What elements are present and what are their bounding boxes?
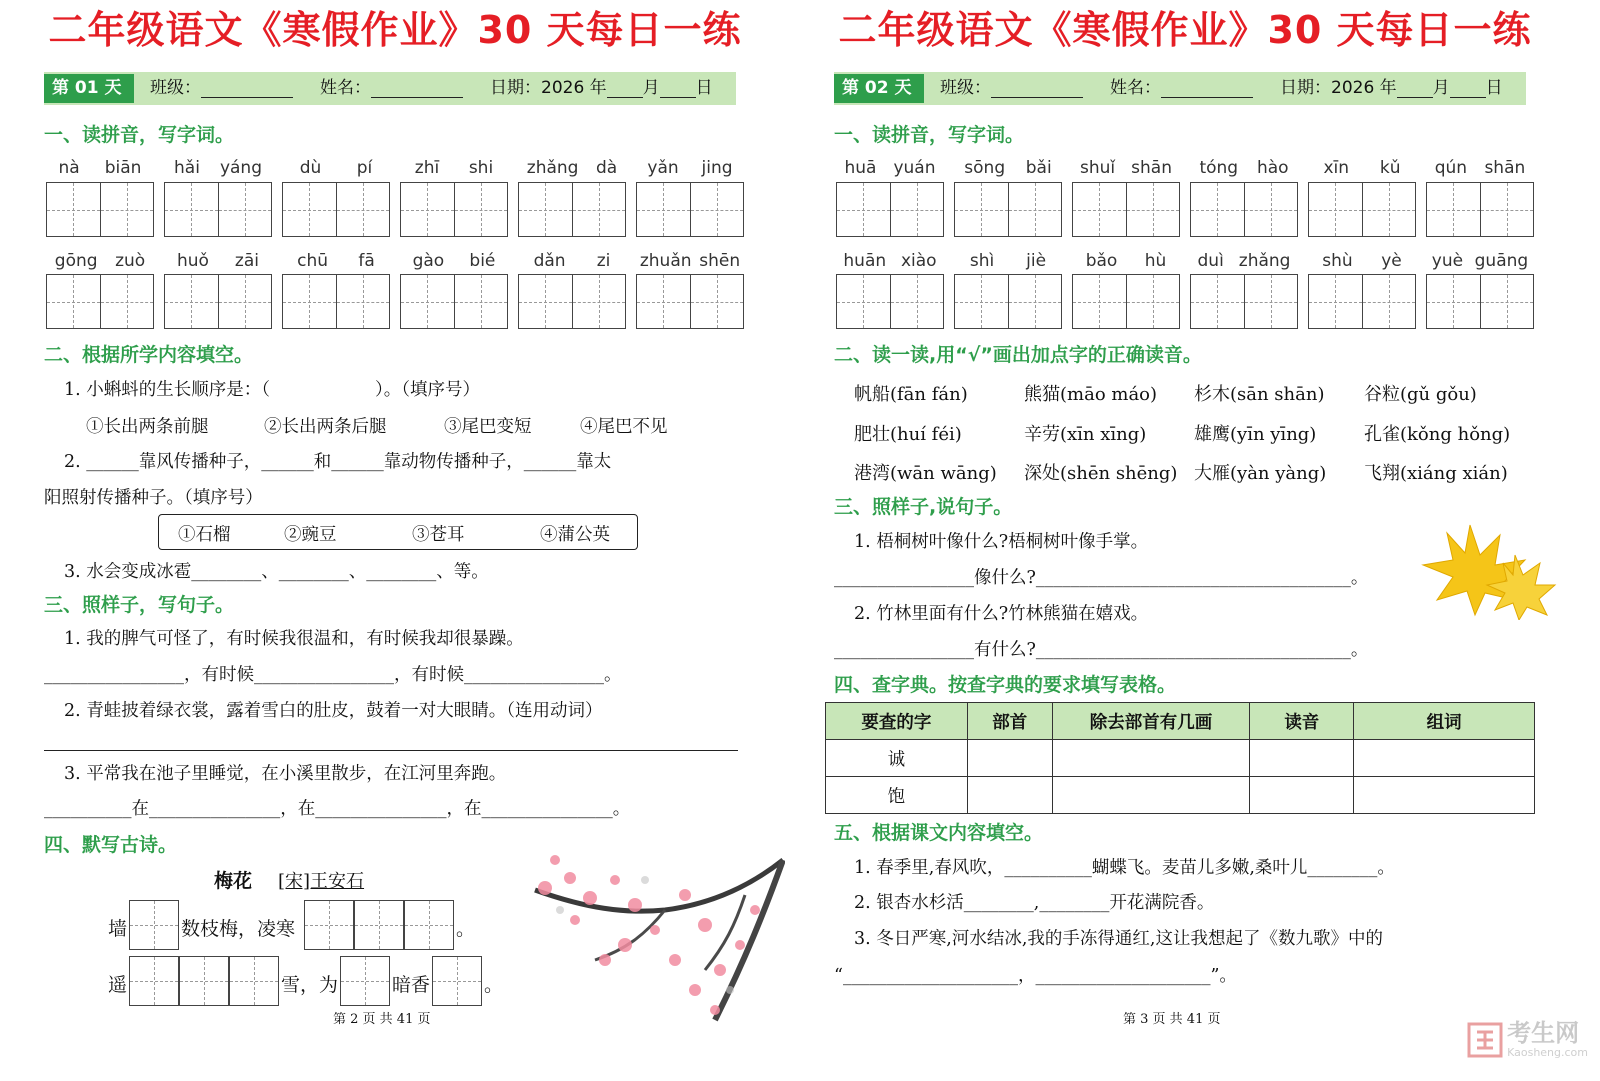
pinyin-label [836,158,944,178]
pinyin-syllable: guāng [1474,251,1529,271]
pinyin-syllable: hǎi [174,158,200,178]
grid-cell[interactable] [637,183,691,236]
option: ①石榴 [178,525,231,545]
tianzige-grid[interactable] [954,274,1062,329]
reading-item[interactable]: 帆船(fān fán) [854,384,968,405]
fill-line: ________________，有时候________________，有时候________________。 [44,665,622,685]
info-bar [834,72,1526,105]
watermark-domain: Kaosheng.com [1507,1046,1588,1059]
grid-cell[interactable] [219,275,272,328]
table-row [826,777,1535,814]
tianzige-grid[interactable] [1426,274,1534,329]
table-cell-blank[interactable] [967,740,1052,777]
tianzige-grid[interactable] [282,182,390,237]
pinyin-label [46,251,154,271]
class-field: 班级： [150,72,293,105]
name-field: 姓名： [320,72,463,105]
grid-cell[interactable] [1191,183,1245,236]
pinyin-syllable: jiè [1026,251,1047,271]
table-header: 要查的字 [826,703,968,740]
poem-text: 暗香 [392,974,431,996]
pinyin-syllable: chū [297,251,329,271]
pinyin-syllable: yǎn [647,158,679,178]
pinyin-label [1426,251,1534,271]
option: ③苍耳 [412,525,465,545]
pinyin-label [1072,158,1180,178]
pinyin-syllable: pí [356,158,373,178]
table-cell-char: 饱 [826,777,968,814]
pinyin-syllable: shù [1322,251,1353,271]
grid-cell[interactable] [837,275,891,328]
question-line: 1. 春季里,春风吹，__________蝴蝶飞。麦苗儿多嫩,桑叶儿________。 [854,858,1395,878]
poem-blank-cell[interactable] [340,956,390,1006]
poem-period: 。 [456,918,476,940]
pinyin-syllable: shi [468,158,494,178]
table-header: 部首 [967,703,1052,740]
grid-cell[interactable] [519,183,573,236]
pinyin-syllable: zāi [234,251,259,271]
pinyin-label [636,158,744,178]
grid-cell[interactable] [1009,183,1062,236]
left-worksheet-page [0,0,790,1081]
pinyin-syllable: biān [104,158,142,178]
tianzige-grid[interactable] [518,274,626,329]
question-line: 1. 我的脾气可怪了，有时候我很温和，有时候我却很暴躁。 [64,629,524,649]
grid-cell[interactable] [1073,275,1127,328]
pinyin-label [46,158,154,178]
tianzige-grid[interactable] [1426,182,1534,237]
grid-cell[interactable] [837,183,891,236]
section-heading: 一、读拼音，写字词。 [834,124,1025,146]
pinyin-label [1308,158,1416,178]
pinyin-syllable: jing [701,158,733,178]
info-bar [44,72,736,105]
pinyin-syllable: xiào [900,251,937,271]
pinyin-label [518,251,626,271]
fill-line: “____________________，____________________”。 [834,966,1237,986]
tianzige-grid[interactable] [1072,274,1180,329]
pinyin-syllable: gào [412,251,445,271]
grid-cell[interactable] [891,275,944,328]
grid-cell[interactable] [101,275,154,328]
watermark-logo-icon [1467,1022,1503,1058]
pinyin-label [1426,158,1534,178]
tianzige-grid[interactable] [636,182,744,237]
poem-period: 。 [484,974,504,996]
question-line: 3. 冬日严寒,河水结冰,我的手冻得通红,这让我想起了《数九歌》中的 [854,929,1383,949]
tianzige-grid[interactable] [836,182,944,237]
watermark [1507,1020,1588,1059]
question-line: 1. 小蝌蚪的生长顺序是：（ ）。（填序号） [64,380,481,400]
grid-cell[interactable] [337,275,390,328]
grid-cell[interactable] [1127,183,1180,236]
grid-cell[interactable] [1309,275,1363,328]
pinyin-label [400,158,508,178]
reading-item[interactable]: 熊猫(māo máo) [1024,384,1158,405]
table-cell-blank[interactable] [1250,777,1354,814]
question-line: 阳照射传播种子。（填序号） [44,488,263,508]
grid-cell[interactable] [1481,183,1534,236]
pinyin-label [954,158,1062,178]
option: ①长出两条前腿 [86,417,209,437]
section-heading: 一、读拼音，写字词。 [44,124,235,146]
reading-item[interactable]: 港湾(wān wāng) [854,463,997,484]
maple-leaf-illustration [1415,515,1560,620]
section-heading: 二、读一读,用“√”画出加点字的正确读音。 [834,344,1202,366]
grid-cell[interactable] [283,275,337,328]
table-header: 除去部首有几画 [1052,703,1250,740]
tianzige-grid[interactable] [282,274,390,329]
grid-cell[interactable] [219,183,272,236]
grid-cell[interactable] [47,275,101,328]
tianzige-grid[interactable] [164,182,272,237]
table-cell-blank[interactable] [1250,740,1354,777]
grid-cell[interactable] [1363,275,1416,328]
tianzige-grid[interactable] [46,182,154,237]
grid-cell[interactable] [519,275,573,328]
option: ③尾巴变短 [444,417,532,437]
reading-item[interactable]: 飞翔(xiáng xián) [1364,463,1508,484]
grid-cell[interactable] [1309,183,1363,236]
plum-blossom-illustration [515,850,785,1030]
table-row [826,740,1535,777]
section-heading: 四、默写古诗。 [44,834,178,856]
day-label: 第 01 天 [44,74,134,103]
grid-cell[interactable] [1427,183,1481,236]
question-line: 3. 水会变成冰雹________、________、________、等。 [64,562,489,582]
tianzige-grid[interactable] [1190,274,1298,329]
option: ④蒲公英 [540,525,610,545]
poem-blank-cell[interactable] [354,900,404,950]
date-field: 日期：2026 年 月 日 [490,78,713,98]
question-line: 3. 平常我在池子里睡觉，在小溪里散步，在江河里奔跑。 [64,764,507,784]
tianzige-grid[interactable] [46,274,154,329]
pinyin-label [282,158,390,178]
pinyin-syllable: shuǐ [1080,158,1116,178]
answer-line [44,750,738,751]
pinyin-syllable: zi [596,251,611,271]
pinyin-syllable: huǒ [176,251,209,271]
pinyin-syllable: shì [969,251,995,271]
table-cell-blank[interactable] [1354,777,1535,814]
question-line: 1. 梧桐树叶像什么?梧桐树叶像手掌。 [854,532,1149,552]
section-heading: 五、根据课文内容填空。 [834,822,1044,844]
poem-blank-cell[interactable] [229,956,279,1006]
table-cell-blank[interactable] [1052,740,1250,777]
poem-blank-cell[interactable] [129,900,179,950]
question-line: 2. 银杏水杉活________,________开花满院香。 [854,893,1215,913]
tianzige-grid[interactable] [400,182,508,237]
pinyin-syllable: dù [299,158,322,178]
poem-text: 遥 [108,974,128,996]
grid-cell[interactable] [337,183,390,236]
pinyin-label [164,158,272,178]
table-cell-blank[interactable] [967,777,1052,814]
pinyin-syllable: fā [358,251,375,271]
pinyin-syllable: yáng [219,158,262,178]
tianzige-grid[interactable] [836,274,944,329]
class-field: 班级： [940,72,1083,105]
pinyin-syllable: qún [1434,158,1468,178]
table-header: 组词 [1354,703,1535,740]
poem-text: 墙 [108,918,128,940]
pinyin-syllable: duì [1197,251,1224,271]
table-cell-char: 诚 [826,740,968,777]
grid-cell[interactable] [1427,275,1481,328]
name-field: 姓名： [1110,72,1253,105]
pinyin-syllable: shān [1131,158,1172,178]
pinyin-syllable: bǎi [1025,158,1052,178]
dictionary-table [825,702,1535,814]
page-footer: 第 2 页 共 41 页 [333,1012,431,1027]
pinyin-label [1072,251,1180,271]
pinyin-syllable: dà [596,158,618,178]
poem-blank-cell[interactable] [304,900,354,950]
pinyin-syllable: huā [844,158,877,178]
tianzige-grid[interactable] [954,182,1062,237]
grid-cell[interactable] [1481,275,1534,328]
option: ②豌豆 [284,525,337,545]
option: ②长出两条后腿 [264,417,387,437]
grid-cell[interactable] [455,275,508,328]
page-title: 二年级语文《寒假作业》30 天每日一练 [48,8,742,52]
page-title: 二年级语文《寒假作业》30 天每日一练 [838,8,1532,52]
reading-item[interactable]: 辛劳(xīn xīng) [1024,424,1147,445]
pinyin-syllable: xīn [1323,158,1350,178]
reading-item[interactable]: 孔雀(kǒng hǒng) [1364,424,1511,445]
pinyin-label [636,251,744,271]
pinyin-syllable: bié [469,251,496,271]
grid-cell[interactable] [1127,275,1180,328]
day-label: 第 02 天 [834,74,924,103]
pinyin-syllable: dǎn [533,251,566,271]
option: ④尾巴不见 [580,417,668,437]
grid-cell[interactable] [283,183,337,236]
pinyin-label [1190,158,1298,178]
grid-cell[interactable] [1245,183,1298,236]
pinyin-syllable: yuè [1431,251,1464,271]
pinyin-syllable: shēn [699,251,741,271]
section-heading: 三、照样子，写句子。 [44,594,235,616]
grid-cell[interactable] [401,275,455,328]
pinyin-syllable: huān [843,251,887,271]
poem-blank-cell[interactable] [432,956,482,1006]
pinyin-label [164,251,272,271]
grid-cell[interactable] [401,183,455,236]
pinyin-syllable: gōng [54,251,98,271]
grid-cell[interactable] [691,183,744,236]
table-cell-blank[interactable] [1052,777,1250,814]
grid-cell[interactable] [1009,275,1062,328]
reading-item[interactable]: 肥壮(huí féi) [854,424,962,445]
poem-author: [宋]王安石 [278,871,365,892]
pinyin-syllable: zhī [414,158,440,178]
grid-cell[interactable] [637,275,691,328]
pinyin-label [954,251,1062,271]
reading-item[interactable]: 谷粒(gǔ gǒu) [1364,384,1477,405]
pinyin-syllable: hù [1144,251,1167,271]
tianzige-grid[interactable] [518,182,626,237]
section-heading: 二、根据所学内容填空。 [44,344,254,366]
pinyin-syllable: sōng [964,158,1006,178]
table-header: 读音 [1250,703,1354,740]
reading-item[interactable]: 杉木(sān shān) [1194,384,1325,405]
pinyin-syllable: nà [58,158,80,178]
watermark-brand: 考生网 [1507,1019,1580,1047]
table-cell-blank[interactable] [1354,740,1535,777]
question-line: 2. ______靠风传播种子，______和______靠动物传播种子，______靠太 [64,452,612,472]
pinyin-syllable: hào [1256,158,1289,178]
grid-cell[interactable] [573,275,626,328]
grid-cell[interactable] [47,183,101,236]
tianzige-grid[interactable] [164,274,272,329]
right-worksheet-page [790,0,1580,1081]
pinyin-syllable: yuán [893,158,936,178]
reading-item[interactable]: 雄鹰(yīn yīng) [1194,424,1317,445]
pinyin-label [1308,251,1416,271]
tianzige-grid[interactable] [1190,182,1298,237]
grid-cell[interactable] [891,183,944,236]
pinyin-label [518,158,626,178]
pinyin-label [1190,251,1298,271]
grid-cell[interactable] [1191,275,1245,328]
grid-cell[interactable] [1073,183,1127,236]
grid-cell[interactable] [165,183,219,236]
tianzige-grid[interactable] [1072,182,1180,237]
grid-cell[interactable] [955,183,1009,236]
grid-cell[interactable] [573,183,626,236]
date-field: 日期：2026 年 月 日 [1280,78,1503,98]
tianzige-grid[interactable] [1308,274,1416,329]
section-heading: 三、照样子,说句子。 [834,496,1013,518]
pinyin-label [400,251,508,271]
pinyin-label [836,251,944,271]
grid-cell[interactable] [101,183,154,236]
fill-line: ________________像什么?____________________________________。 [834,568,1369,588]
grid-cell[interactable] [165,275,219,328]
pinyin-syllable: shān [1484,158,1526,178]
grid-cell[interactable] [1363,183,1416,236]
poem-blank-cell[interactable] [129,956,179,1006]
reading-item[interactable]: 深处(shēn shēng) [1024,463,1178,484]
pinyin-syllable: zhǎng [1238,251,1291,271]
pinyin-syllable: bǎo [1085,251,1118,271]
page-footer: 第 3 页 共 41 页 [1123,1012,1221,1027]
grid-cell[interactable] [1245,275,1298,328]
pinyin-syllable: zuò [115,251,146,271]
pinyin-syllable: zhǎng [526,158,579,178]
poem-text: 雪，为 [281,974,339,996]
pinyin-label [282,251,390,271]
tianzige-grid[interactable] [1308,182,1416,237]
grid-cell[interactable] [955,275,1009,328]
grid-cell[interactable] [691,275,744,328]
poem-title: 梅花 [214,870,253,892]
poem-blank-cell[interactable] [404,900,454,950]
question-line: 2. 竹林里面有什么?竹林熊猫在嬉戏。 [854,604,1149,624]
pinyin-syllable: zhuǎn [639,251,692,271]
poem-text: 数枝梅，凌寒 [181,918,296,940]
table-header-row [826,703,1535,740]
tianzige-grid[interactable] [400,274,508,329]
poem-blank-cell[interactable] [179,956,229,1006]
grid-cell[interactable] [455,183,508,236]
fill-line: __________在_______________，在_______________，在_______________。 [44,799,631,819]
tianzige-grid[interactable] [636,274,744,329]
reading-item[interactable]: 大雁(yàn yàng) [1194,463,1327,484]
section-heading: 四、查字典。按查字典的要求填写表格。 [834,674,1177,696]
fill-line: ________________有什么?____________________________________。 [834,640,1369,660]
pinyin-syllable: yè [1381,251,1402,271]
pinyin-syllable: tóng [1199,158,1239,178]
pinyin-syllable: kǔ [1379,158,1401,178]
question-line: 2. 青蛙披着绿衣裳，露着雪白的肚皮，鼓着一对大眼睛。（连用动词） [64,701,603,721]
